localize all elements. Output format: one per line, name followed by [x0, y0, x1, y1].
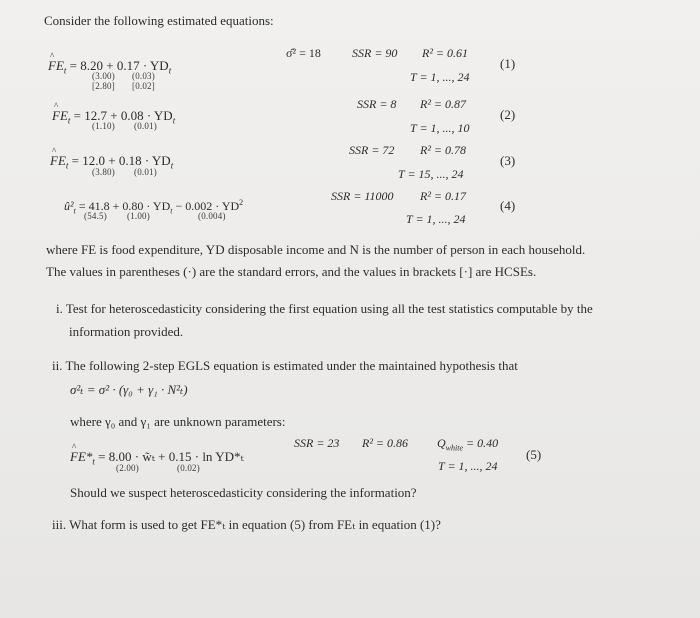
eq3-rhs-sub: t [170, 160, 174, 171]
eq2-se1: (1.10) [92, 121, 115, 131]
eq1-rhs: = 8.20 + 0.17 · YD [69, 58, 169, 73]
eq1-lhs: ^ FE [48, 58, 64, 74]
eq3-ssr: SSR = 72 [349, 143, 395, 157]
question-1-line-2: information provided. [69, 324, 184, 339]
eq2-r2: R² = 0.87 [420, 97, 467, 111]
eq1-r2: R² = 0.61 [422, 46, 469, 60]
eq1-sigma: σ̂² = 18 [286, 46, 321, 60]
intro-text: Consider the following estimated equations: [44, 13, 274, 28]
question-2-where: where γ₀ and γ₁ are unknown parameters: [70, 414, 286, 429]
eq3-se2: (0.01) [134, 167, 157, 177]
question-2-hypothesis: σ²ₜ = σ² · (γ₀ + γ₁ · N²ₜ) [70, 382, 188, 397]
eq2-t: T = 1, ..., 10 [410, 121, 470, 135]
eq4-se3: (0.004) [198, 211, 226, 221]
eq2-rhs: = 12.7 + 0.08 · YD [73, 108, 173, 123]
eq3-number: (3) [500, 153, 516, 168]
eq4-rhs-a-sub: t [170, 206, 173, 216]
eq2-ssr: SSR = 8 [357, 97, 397, 111]
eq1-ssr: SSR = 90 [352, 46, 398, 60]
eq4-lhs: û² [64, 199, 74, 213]
eq5-q-label: Q [437, 436, 446, 450]
eq5-rhs: = 8.00 · w̃ₜ + 0.15 · ln YD*ₜ [98, 449, 244, 464]
description-line-2: The values in parentheses (·) are the standard errors, and the values in brackets [·] are HCSEs. [46, 264, 537, 279]
eq3-lhs: ^ FE [50, 153, 66, 169]
eq4-number: (4) [500, 198, 516, 213]
eq5-lhs-sub: t [92, 456, 95, 467]
eq4-se2: (1.00) [127, 211, 150, 221]
eq2-se2: (0.01) [134, 121, 157, 131]
eq4-t: T = 1, ..., 24 [406, 212, 466, 226]
eq4-rhs-b: − 0.002 · YD [172, 199, 240, 213]
description-line-1: where FE is food expenditure, YD disposable income and N is the number of person in each household. [46, 242, 586, 257]
eq4-rhs-a: = 41.8 + 0.80 · YD [78, 199, 171, 213]
eq5-r2: R² = 0.86 [362, 436, 409, 450]
eq1-rhs-sub: t [168, 65, 172, 76]
eq5-q-sub: white [445, 443, 464, 453]
question-2-prompt: Should we suspect heteroscedasticity considering the information? [70, 485, 417, 500]
eq2-lhs: ^ FE [52, 108, 68, 124]
eq5-se1: (2.00) [116, 463, 139, 473]
eq5-se2: (0.02) [177, 463, 200, 473]
question-1-line-1: i. Test for heteroscedasticity considering the first equation using all the test statistics computable by the [56, 301, 593, 316]
eq3-se1: (3.80) [92, 167, 115, 177]
eq4-se1: (54.5) [84, 211, 107, 221]
eq2-number: (2) [500, 107, 516, 122]
eq3-r2: R² = 0.78 [420, 143, 467, 157]
eq1-hc2: [0.02] [132, 81, 155, 91]
eq3-lhs-sub: t [65, 160, 69, 171]
eq4-ssr: SSR = 11000 [331, 189, 394, 203]
eq4-r2: R² = 0.17 [420, 189, 467, 203]
eq1-se2: (0.03) [132, 71, 155, 81]
eq2-lhs-sub: t [67, 115, 71, 126]
eq1-hc1: [2.80] [92, 81, 115, 91]
eq4-rhs-sup: 2 [239, 198, 244, 207]
eq5-ssr: SSR = 23 [294, 436, 340, 450]
eq3-t: T = 15, ..., 24 [398, 167, 464, 181]
question-3-text: iii. What form is used to get FE*ₜ in equation (5) from FEₜ in equation (1)? [52, 517, 441, 532]
eq1-se1: (3.00) [92, 71, 115, 81]
eq5-formula [70, 449, 244, 467]
eq5-q [437, 436, 498, 452]
eq3-rhs: = 12.0 + 0.18 · YD [71, 153, 171, 168]
eq2-rhs-sub: t [172, 115, 176, 126]
eq1-number: (1) [500, 56, 516, 71]
eq4-lhs-sub: t [73, 206, 76, 216]
eq1-t: T = 1, ..., 24 [410, 70, 470, 84]
eq5-t: T = 1, ..., 24 [438, 459, 498, 473]
eq5-number: (5) [526, 447, 542, 462]
question-2-text: ii. The following 2-step EGLS equation is estimated under the maintained hypothesis that [52, 358, 518, 373]
eq5-lhs: ^ FE* [70, 449, 92, 465]
eq1-lhs-sub: t [63, 65, 67, 76]
eq5-q-value: = 0.40 [466, 436, 499, 450]
